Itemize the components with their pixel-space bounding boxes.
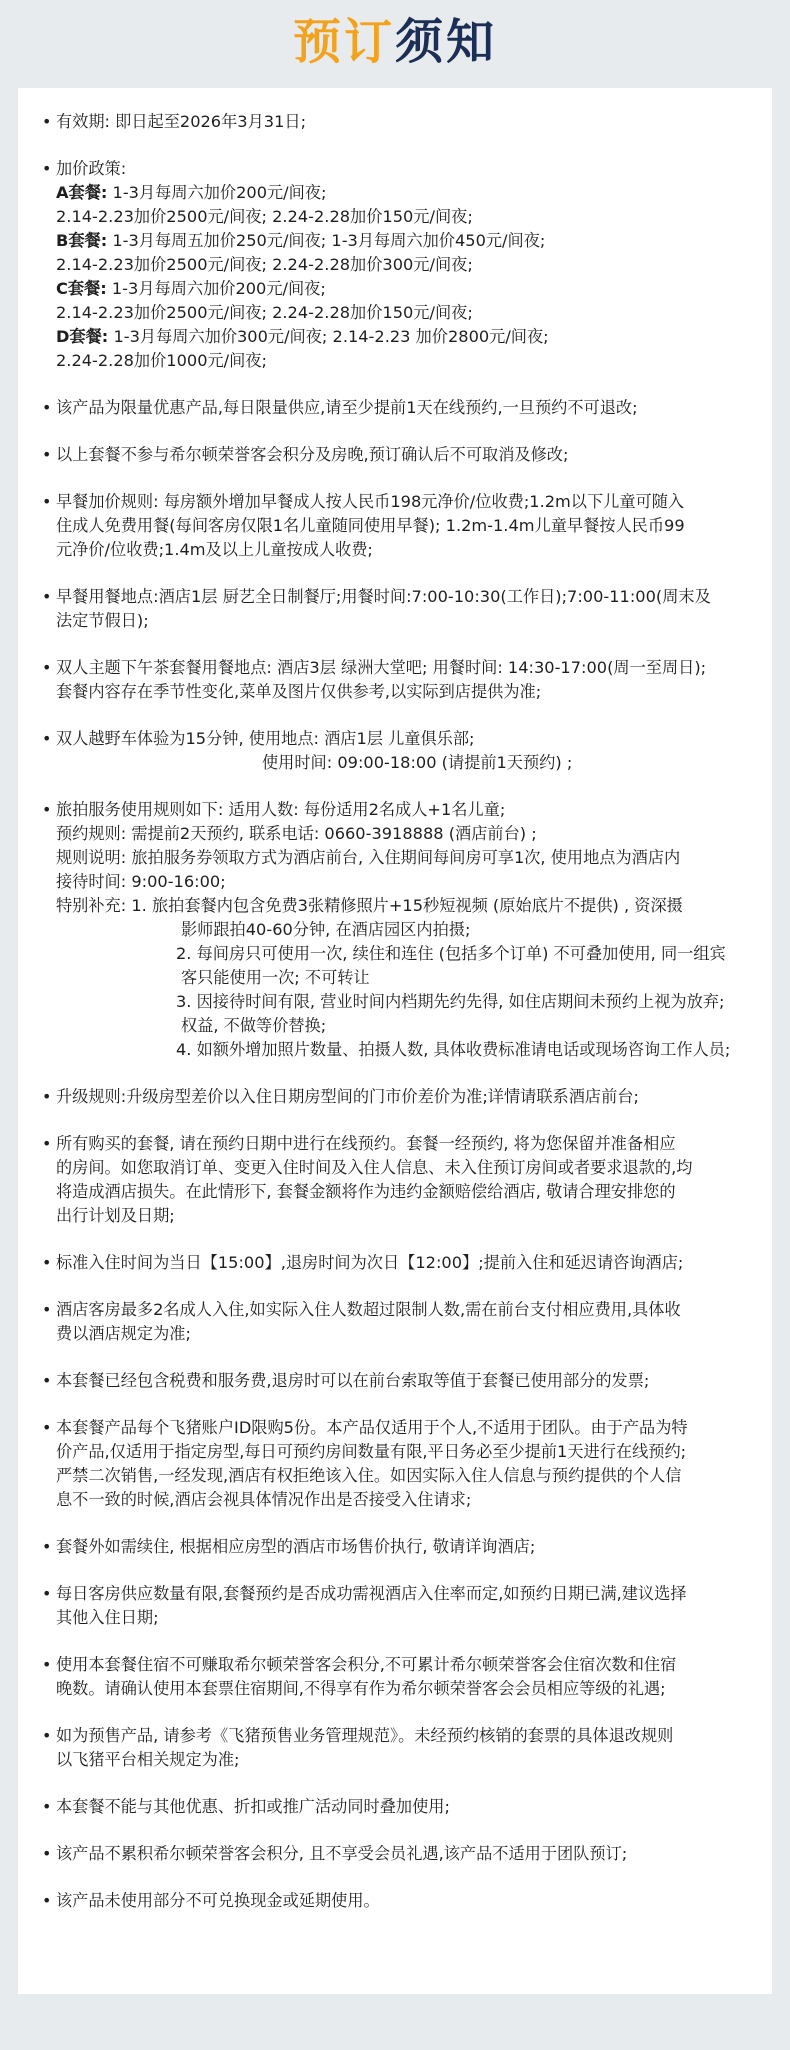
notice-line: 本套餐不能与其他优惠、折扣或推广活动同时叠加使用;: [56, 1797, 450, 1816]
notice-item: [42, 1795, 742, 1819]
bullet-icon: •: [42, 1655, 52, 1674]
bullet-icon: •: [42, 800, 52, 819]
bullet-icon: •: [42, 445, 52, 464]
notice-item: [42, 1132, 742, 1228]
notice-line: 该产品未使用部分不可兑换现金或延期使用。: [56, 1891, 380, 1910]
notice-line: 费以酒店规定为准;: [56, 1324, 191, 1343]
notice-item: [42, 157, 742, 373]
notice-line: 使用时间: 09:00-18:00 (请提前1天预约) ;: [262, 753, 573, 772]
notice-line: 其他入住日期;: [56, 1608, 159, 1627]
bullet-icon: •: [42, 658, 52, 677]
notice-line: 该产品不累积希尔顿荣誉客会积分, 且不享受会员礼遇,该产品不适用于团队预订;: [56, 1844, 628, 1863]
bullet-icon: •: [42, 1418, 52, 1437]
bullet-icon: •: [42, 492, 52, 511]
notice-line: 规则说明: 旅拍服务券领取方式为酒店前台, 入住期间每间房可享1次, 使用地点为酒店内: [56, 848, 681, 867]
notice-line: 本套餐已经包含税费和服务费,退房时可以在前台索取等值于套餐已使用部分的发票;: [56, 1371, 650, 1390]
page-title: [292, 14, 498, 70]
notice-line: 息不一致的时候,酒店会视具体情况作出是否接受入住请求;: [56, 1490, 472, 1509]
package-price-text: 1-3月每周五加价250元/间夜; 1-3月每周六加价450元/间夜;: [107, 231, 546, 250]
notice-line: 每日客房供应数量有限,套餐预约是否成功需视酒店入住率而定,如预约日期已满,建议选择: [56, 1584, 687, 1603]
notice-line: 升级规则:升级房型差价以入住日期房型间的门市价差价为准;详情请联系酒店前台;: [56, 1087, 639, 1106]
package-price-text: 1-3月每周六加价300元/间夜; 2.14-2.23 加价2800元/间夜;: [108, 327, 549, 346]
bullet-icon: •: [42, 1537, 52, 1556]
notice-line: [56, 181, 742, 205]
notice-line: 2.14-2.23加价2500元/间夜; 2.24-2.28加价300元/间夜;: [56, 255, 473, 274]
bullet-icon: •: [42, 1726, 52, 1745]
package-label: D套餐:: [56, 327, 109, 346]
bullet-icon: •: [42, 1134, 52, 1153]
notice-line: 4. 如额外增加照片数量、拍摄人数, 具体收费标准请电话或现场咨询工作人员;: [176, 1040, 731, 1059]
notice-item: [42, 798, 742, 1062]
notice-line: 使用本套餐住宿不可赚取希尔顿荣誉客会积分,不可累计希尔顿荣誉客会住宿次数和住宿: [56, 1655, 677, 1674]
notice-item: [42, 656, 742, 704]
notice-item: [42, 1842, 742, 1866]
notice-item: [42, 1535, 742, 1559]
notice-line: 影师跟拍40-60分钟, 在酒店园区内拍摄;: [181, 920, 471, 939]
notice-line: 有效期: 即日起至2026年3月31日;: [56, 112, 307, 131]
notice-line: 严禁二次销售,一经发现,酒店有权拒绝该入住。如因实际入住人信息与预约提供的个人信: [56, 1466, 682, 1485]
notice-line: 加价政策:: [56, 159, 127, 178]
notice-item: [42, 110, 742, 134]
bullet-icon: •: [42, 1087, 52, 1106]
notice-line: 接待时间: 9:00-16:00;: [56, 872, 226, 891]
notice-line: 早餐加价规则: 每房额外增加早餐成人按人民币198元净价/位收费;1.2m以下儿童可随入: [56, 492, 685, 511]
notice-line: 早餐用餐地点:酒店1层 厨艺全日制餐厅;用餐时间:7:00-10:30(工作日);7:00-11:00(周末及: [56, 587, 711, 606]
notice-item: [42, 1724, 742, 1772]
notice-line: 如为预售产品, 请参考《飞猪预售业务管理规范》。未经预约核销的套票的具体退改规则: [56, 1726, 674, 1745]
package-price-text: 1-3月每周六加价200元/间夜;: [106, 279, 326, 298]
notice-line: 本套餐产品每个飞猪账户ID限购5份。本产品仅适用于个人,不适用于团队。由于产品为特: [56, 1418, 688, 1437]
bullet-icon: •: [42, 1797, 52, 1816]
notice-line: 2.24-2.28加价1000元/间夜;: [56, 351, 267, 370]
notice-item: [42, 1369, 742, 1393]
package-price-text: 1-3月每周六加价200元/间夜;: [107, 183, 327, 202]
page-header: [0, 0, 790, 84]
bullet-icon: •: [42, 1371, 52, 1390]
bullet-icon: •: [42, 159, 52, 178]
notice-line: 旅拍服务使用规则如下: 适用人数: 每份适用2名成人+1名儿童;: [56, 800, 506, 819]
notice-line: 该产品为限量优惠产品,每日限量供应,请至少提前1天在线预约,一旦预约不可退改;: [56, 398, 638, 417]
notice-item: [42, 1582, 742, 1630]
notice-line: 3. 因接待时间有限, 营业时间内档期先约先得, 如住店期间未预约上视为放弃;: [176, 992, 725, 1011]
notice-line: 价产品,仅适用于指定房型,每日可预约房间数量有限,平日务必至少提前1天进行在线预约;: [56, 1442, 687, 1461]
notice-line: [56, 277, 742, 301]
notice-item: [42, 727, 742, 775]
notice-line: 出行计划及日期;: [56, 1206, 175, 1225]
notice-card: [18, 88, 772, 1994]
notice-line: 套餐内容存在季节性变化,菜单及图片仅供参考,以实际到店提供为准;: [56, 682, 542, 701]
notice-line: 的房间。如您取消订单、变更入住时间及入住人信息、未入住预订房间或者要求退款的,均: [56, 1158, 693, 1177]
notice-item: [42, 443, 742, 467]
notice-line: 双人越野车体验为15分钟, 使用地点: 酒店1层 儿童俱乐部;: [56, 729, 475, 748]
bullet-icon: •: [42, 1253, 52, 1272]
notice-line: 2.14-2.23加价2500元/间夜; 2.24-2.28加价150元/间夜;: [56, 207, 473, 226]
title-part-2: 须知: [395, 14, 498, 70]
notice-item: [42, 1298, 742, 1346]
notice-line: 住成人免费用餐(每间客房仅限1名儿童随同使用早餐); 1.2m-1.4m儿童早餐按人民币99: [56, 516, 685, 535]
notice-line: 权益, 不做等价替换;: [181, 1016, 327, 1035]
bullet-icon: •: [42, 398, 52, 417]
notice-line: 以飞猪平台相关规定为准;: [56, 1750, 240, 1769]
package-label: C套餐:: [56, 279, 107, 298]
notice-line: 将造成酒店损失。在此情形下, 套餐金额将作为违约金额赔偿给酒店, 敬请合理安排您的: [56, 1182, 676, 1201]
notice-line: 预约规则: 需提前2天预约, 联系电话: 0660-3918888 (酒店前台) ;: [56, 824, 537, 843]
notice-line: 以上套餐不参与希尔顿荣誉客会积分及房晚,预订确认后不可取消及修改;: [56, 445, 569, 464]
package-label: B套餐:: [56, 231, 108, 250]
bullet-icon: •: [42, 1300, 52, 1319]
bullet-icon: •: [42, 1584, 52, 1603]
notice-line: 2. 每间房只可使用一次, 续住和连住 (包括多个订单) 不可叠加使用, 同一组宾: [176, 944, 726, 963]
bullet-icon: •: [42, 1891, 52, 1910]
notice-line: [56, 229, 742, 253]
notice-line: 元净价/位收费;1.4m及以上儿童按成人收费;: [56, 540, 373, 559]
notice-line: 2.14-2.23加价2500元/间夜; 2.24-2.28加价150元/间夜;: [56, 303, 473, 322]
notice-item: [42, 1085, 742, 1109]
notice-item: [42, 1889, 742, 1913]
notice-item: [42, 1251, 742, 1275]
notice-line: 所有购买的套餐, 请在预约日期中进行在线预约。套餐一经预约, 将为您保留并准备相应: [56, 1134, 676, 1153]
bullet-icon: •: [42, 1844, 52, 1863]
notice-line: 双人主题下午茶套餐用餐地点: 酒店3层 绿洲大堂吧; 用餐时间: 14:30-17:00(周一至周日);: [56, 658, 707, 677]
bullet-icon: •: [42, 729, 52, 748]
notice-line: 套餐外如需续住, 根据相应房型的酒店市场售价执行, 敬请详询酒店;: [56, 1537, 536, 1556]
notice-item: [42, 585, 742, 633]
notice-line: 晚数。请确认使用本套票住宿期间,不得享有作为希尔顿荣誉客会会员相应等级的礼遇;: [56, 1679, 666, 1698]
notice-item: [42, 396, 742, 420]
notice-line: 法定节假日);: [56, 611, 149, 630]
notice-item: [42, 490, 742, 562]
notice-item: [42, 1653, 742, 1701]
notice-line: 客只能使用一次; 不可转让: [181, 968, 370, 987]
notice-line: [56, 325, 742, 349]
notice-item: [42, 1416, 742, 1512]
bullet-icon: •: [42, 587, 52, 606]
notice-line: 特别补充: 1. 旅拍套餐内包含免费3张精修照片+15秒短视频 (原始底片不提供) , 资深摄: [56, 896, 683, 915]
notice-line: 酒店客房最多2名成人入住,如实际入住人数超过限制人数,需在前台支付相应费用,具体收: [56, 1300, 681, 1319]
bullet-icon: •: [42, 112, 52, 131]
title-part-1: 预订: [292, 14, 395, 70]
package-label: A套餐:: [56, 183, 108, 202]
notice-line: 标准入住时间为当日【15:00】,退房时间为次日【12:00】;提前入住和延迟请咨询酒店;: [56, 1253, 684, 1272]
